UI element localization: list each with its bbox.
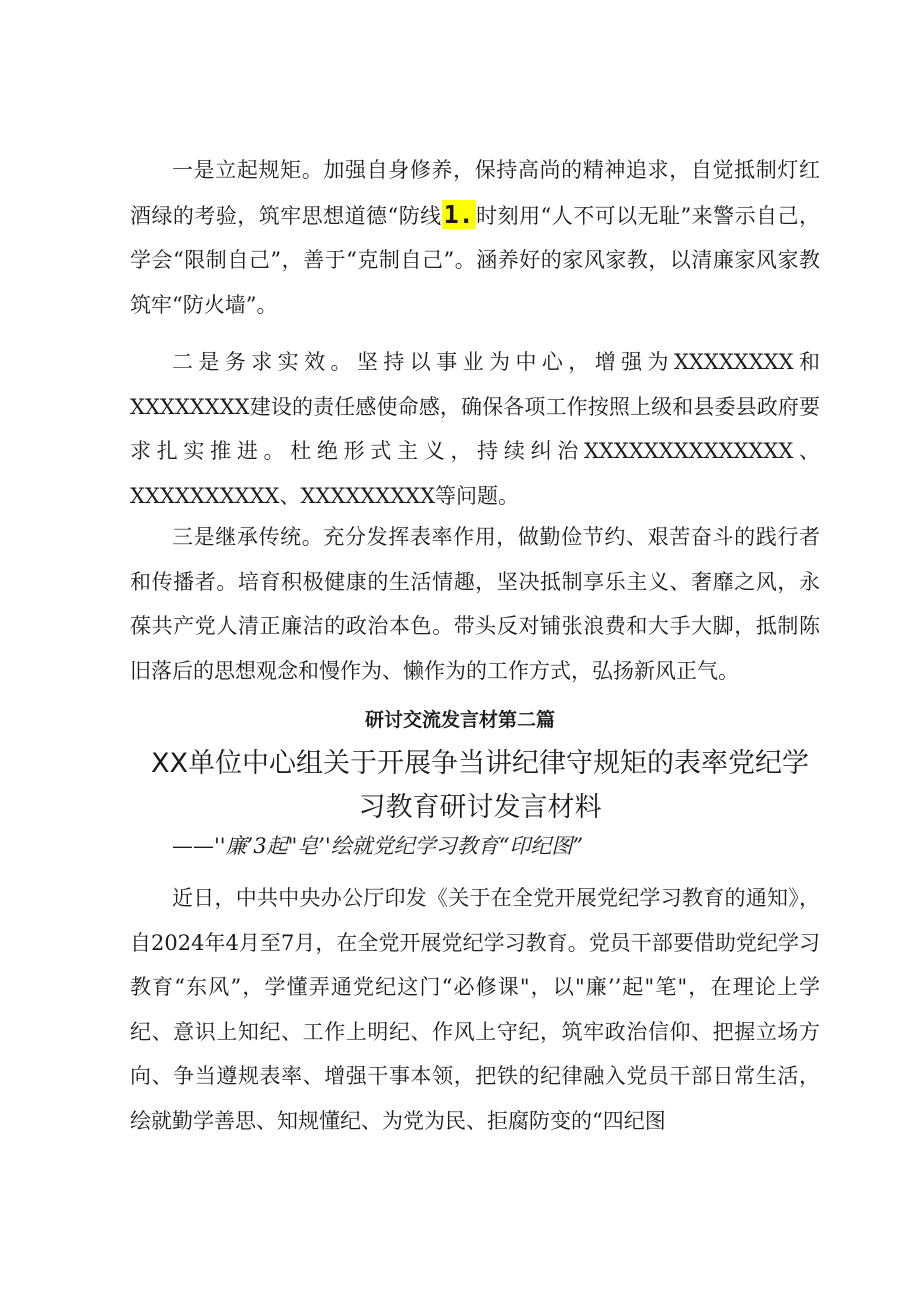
section-label: 研讨交流发言材第二篇 (364, 709, 555, 731)
paragraph-rules-text-before: 一是立起规矩。加强自身修养，保持高尚的精神追求，自觉抵制灯红酒绿的考验，筑牢思想道德“防线 (130, 158, 820, 228)
paragraph-rules-text-after: 时刻用“人不可以无耻”来警示自己，学会“限制自己”，善于“克制自己”。涵养好的家风家教，以清廉家风家教筑牢“防火墙”。 (130, 203, 820, 317)
paragraph-rules (130, 148, 820, 327)
paragraph-tradition: 三是继承传统。充分发挥表率作用，做勤俭节约、艰苦奋斗的践行者和传播者。培育积极健康的生活情趣，坚决抵制享乐主义、奢靡之风，永葆共产党人清正廉洁的政治本色。带头反对铺张浪费和大手大脚，抵制陈旧落后的思想观念和慢作为、懒作为的工作方式，弘扬新风正气。 (130, 525, 820, 683)
highlighted-marker: 1. (443, 199, 474, 229)
paragraph-effectiveness: 二是务求实效。坚持以事业为中心，增强为XXXXXXXX和XXXXXXXX建设的责任感使命感，确保各项工作按照上级和县委县政府要求扎实推进。杜绝形式主义，持续纠治XXXXXXXXXXXXXX、XXXXXXXXXX、XXXXXXXXX等问题。 (130, 350, 820, 508)
section-subtitle: ——''廉’3起"皂’'绘就党纪学习教育“印纪图” (172, 834, 584, 858)
paragraph-intro: 近日，中共中央办公厅印发《关于在全党开展党纪学习教育的通知》，自2024年4月至7月，在全党开展党纪学习教育。党员干部要借助党纪学习教育“东风”，学懂弄通党纪这门“必修课"，以"廉’’起"笔"，在理论上学纪、意识上知纪、工作上明纪、作风上守纪，筑牢政治信仰、把握立场方向、争当遵规表率、增强干事本领，把铁的纪律融入党员干部日常生活，绘就勤学善思、知规懂纪、为党为民、拒腐防变的“四纪图 (130, 886, 820, 1133)
page-title: XX单位中心组关于开展争当讲纪律守规矩的表率党纪学习教育研讨发言材料 (151, 748, 809, 823)
